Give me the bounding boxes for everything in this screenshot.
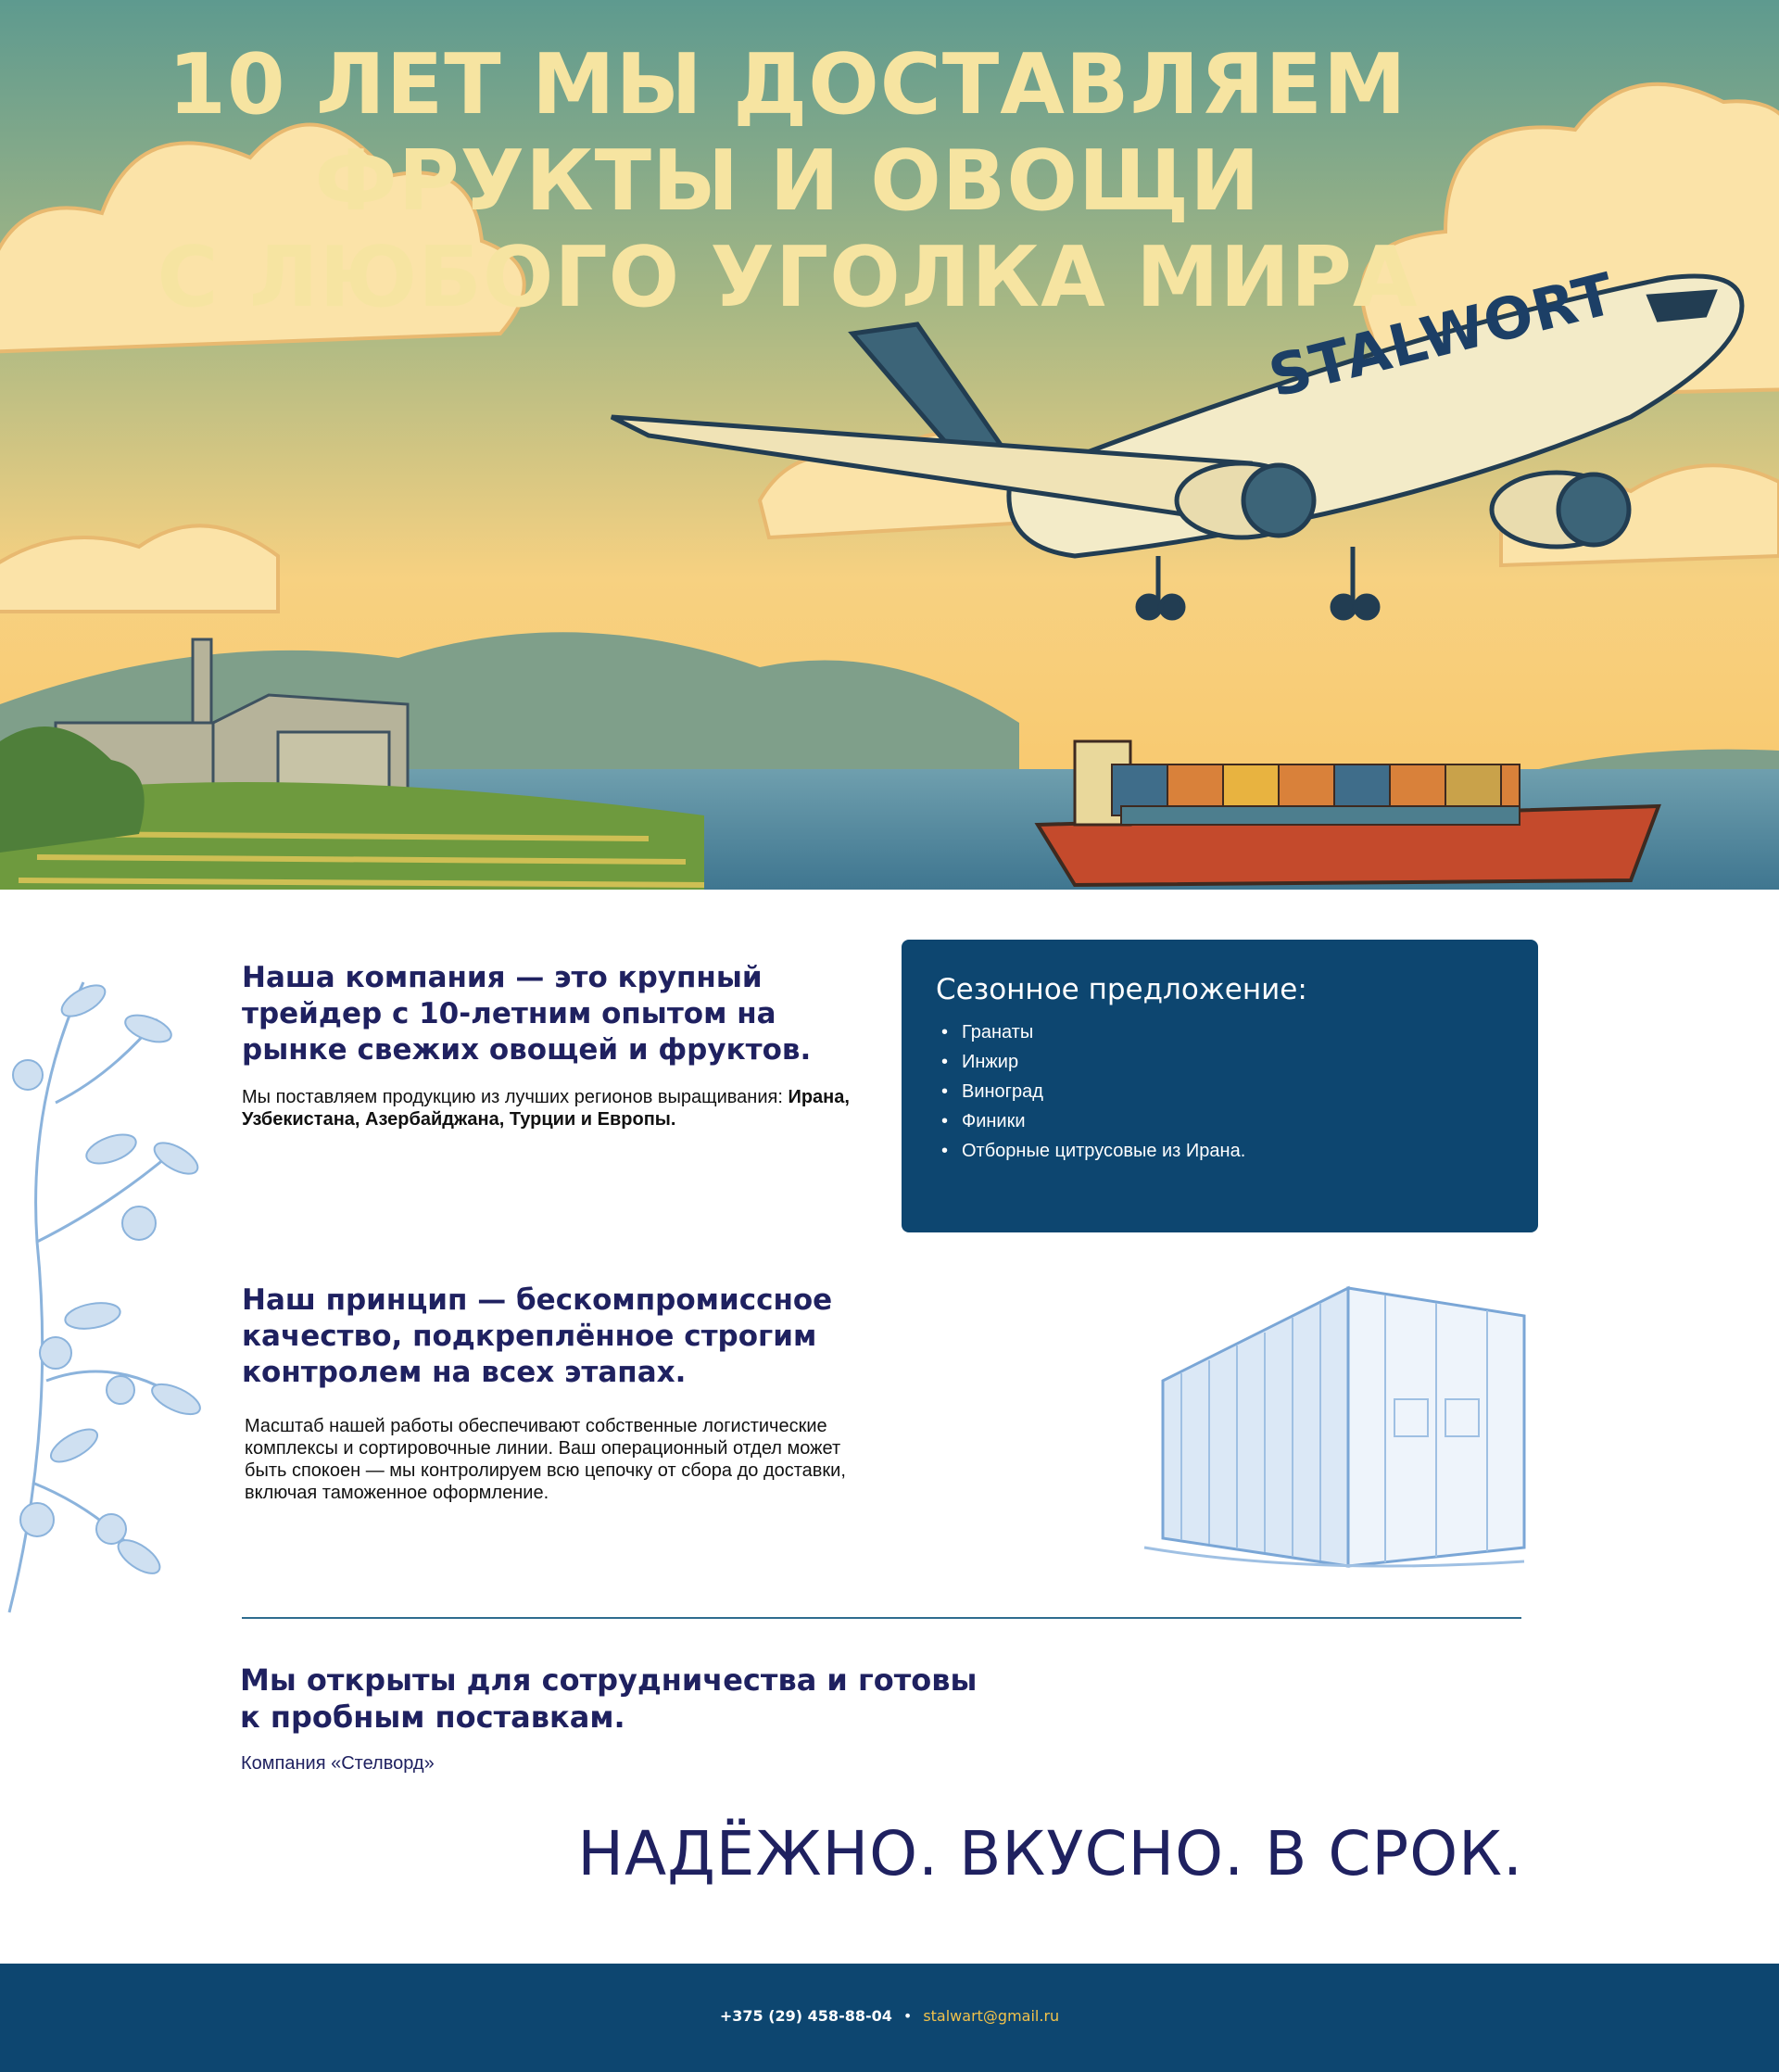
hero-banner	[0, 0, 1779, 890]
list-item: • Гранаты	[936, 1017, 1504, 1047]
footer-phone[interactable]: +375 (29) 458-88-04	[719, 2007, 892, 2025]
cooperation-heading: Мы открыты для сотрудничества и готовы к пробным поставкам.	[240, 1662, 978, 1735]
plane-brand-logo: STALWORT	[1262, 259, 1621, 411]
slogan: НАДЁЖНО. ВКУСНО. В СРОК.	[577, 1818, 1523, 1889]
hero-title	[0, 37, 1575, 326]
seasonal-offer-title: Сезонное предложение:	[936, 973, 1307, 1006]
footer-contacts	[0, 2007, 1779, 2025]
company-signature: Компания «Стелворд»	[241, 1753, 435, 1774]
footer-separator: •	[902, 2007, 913, 2025]
list-item: • Отборные цитрусовые из Ирана.	[936, 1136, 1504, 1166]
list-item: • Виноград	[936, 1077, 1504, 1106]
list-item: • Финики	[936, 1106, 1504, 1136]
hero-title-line: ФРУКТЫ И ОВОЩИ	[314, 133, 1261, 230]
seasonal-offer-card	[902, 940, 1538, 1232]
intro-text-lead: Мы поставляем продукцию из лучших регионов выращивания:	[242, 1087, 789, 1107]
footer-email[interactable]: stalwart@gmail.ru	[923, 2007, 1060, 2025]
fruit-branch-sketch	[0, 964, 213, 1631]
seasonal-offer-list	[936, 1017, 1504, 1166]
principle-heading: Наш принцип — бескомпромиссное качество, подкреплённое строгим контролем на всех этапах.	[242, 1283, 833, 1389]
footer	[0, 1964, 1779, 2072]
list-item: • Инжир	[936, 1047, 1504, 1077]
hero-title-line: 10 ЛЕТ МЫ ДОСТАВЛЯЕМ	[168, 36, 1407, 133]
intro-heading: Наша компания — это крупный трейдер с 10-летним опытом на рынке свежих овощей и фруктов.	[242, 961, 812, 1067]
shipping-container-sketch	[1126, 1270, 1533, 1585]
hero-title-line: С ЛЮБОГО УГОЛКА МИРА	[157, 229, 1419, 326]
intro-text-regions: Ирана, Узбекистана, Азербайджана, Турции и Европы.	[242, 1087, 850, 1130]
section-divider	[242, 1617, 1521, 1619]
intro-text	[242, 1086, 853, 1131]
principle-text: Масштаб нашей работы обеспечивают собственные логистические комплексы и сортировочные линии. Ваш операционный отдел может быть спокоен — мы контролируем всю цепочку от сбора до доставки, включая таможенное оформление.	[245, 1416, 846, 1503]
